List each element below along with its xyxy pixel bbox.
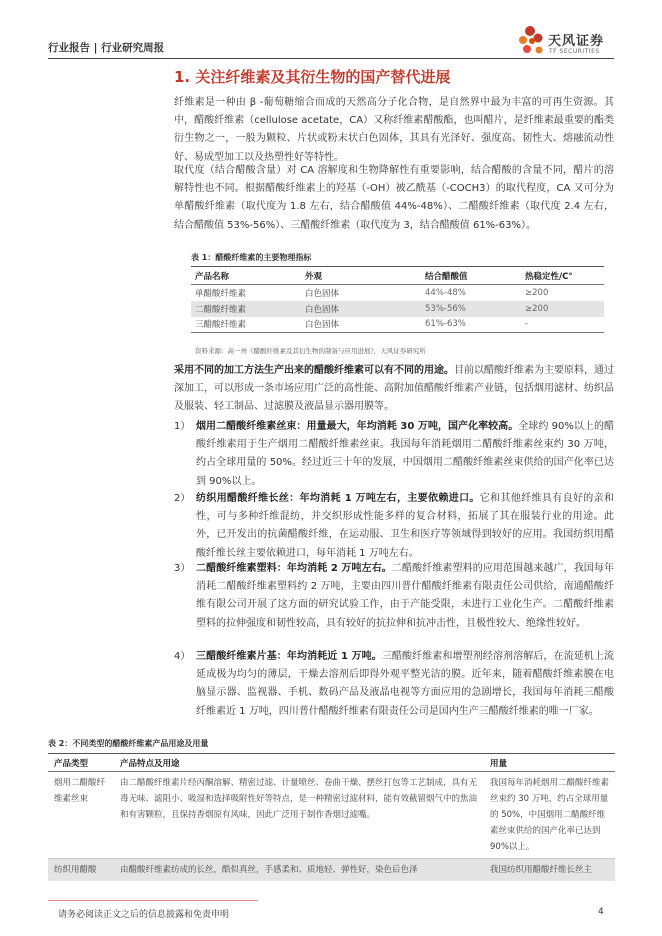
list-item-heading: 烟用二醋酸纤维素丝束：用量最大，年均消耗 30 万吨，国产化率较高。 xyxy=(196,421,519,432)
table-row xyxy=(191,285,604,301)
table-cell: 白色固体 xyxy=(301,317,421,333)
table-cell: 53%-56% xyxy=(421,301,521,317)
column-header: 外观 xyxy=(301,267,421,285)
table2-caption: 表 2：不同类型的醋酸纤维素产品用途及用量 xyxy=(48,739,209,748)
list-number: 2） xyxy=(174,493,191,504)
column-header: 结合醋酸值 xyxy=(421,267,521,285)
footer-divider xyxy=(48,900,258,901)
list-item-heading: 纺织用醋酸纤维长丝：年均消耗 1 万吨左右，主要依赖进口。 xyxy=(196,493,480,504)
intro-bold: 采用不同的加工方法生产出来的醋酸纤维素可以有不同的用途。 xyxy=(174,365,454,376)
list-number: 3） xyxy=(174,563,191,574)
table-cell: 纺织用醋酸 xyxy=(48,859,114,882)
column-header: 热稳定性/C° xyxy=(521,267,604,285)
table-cell: 单醋酸纤维素 xyxy=(195,288,247,299)
table-cell: 44%-48% xyxy=(425,287,466,298)
table-cell: 白色固体 xyxy=(301,301,421,317)
table-cell: 由二醋酸纤维素片经丙酮溶解、精密过滤、计量喷丝、卷曲干燥、摆丝打包等工艺制成，具有无毒无味、滤阻小、吸湿和选择吸附性好等特点，是一种精密过滤材料，能有效截留烟气中的焦油和有害颗粒，且保持香烟原有风味，因此广泛用于制作香烟过滤嘴。 xyxy=(114,772,484,859)
pinwheel-logo-icon xyxy=(518,22,548,62)
table-row xyxy=(48,859,615,882)
list-item-heading: 三醋酸纤维素片基：年均消耗近 1 万吨。 xyxy=(196,651,382,662)
logo-text-en: TF SECURITIES xyxy=(549,48,600,55)
table-cell: 61%-63% xyxy=(421,317,521,333)
paragraph-cellulose-intro: 纤维素是一种由 β -葡萄糖缩合而成的天然高分子化合物，是自然界中最为丰富的可再生资源。其中，醋酸纤维素（cellulose acetate，CA）又称纤维素醋酸酯，也叫醋片，是纤维素最重要的酯类衍生物之一，一般为颗粒、片状或粉末状白色固体，其具有光泽好、强度高、韧性大、熔融流动性好、易成型加工以及热塑性好等特性。 xyxy=(174,97,614,163)
header-divider xyxy=(48,58,614,59)
paragraph-substitution-degree: 取代度（结合醋酸含量）对 CA 溶解度和生物降解性有重要影响，结合醋酸的含量不同，醋片的溶解特性也不同。根据醋酸纤维素上的羟基（-OH）被乙酰基（-COCH3）的取代程度，CA 又可分为单醋酸纤维素（取代度为 1.8 左右，结合醋酸值 44%-48%）、二醋酸纤维素（取代度 2.4 左右，结合醋酸值 53%-56%）、三醋酸纤维素（取代度为 3，结合醋酸值 61%-63%）。 xyxy=(174,165,614,231)
table-cell: 烟用二醋酸纤维素丝束 xyxy=(48,772,114,859)
list-item-text: 二醋酸纤维素塑料的应用范围越来越广，我国每年消耗二醋酸纤维素塑料约 2 万吨，主要由四川普什醋酸纤维素有限责任公司供给，南通醋酸纤维有限公司开展了这方面的研究试验工作，由于产能受限，未进行工业化生产。二醋酸纤维素塑料的拉伸强度和韧性较高，具有较好的抗拉伸和抗冲击性，且极性较大、绝缘性较好。 xyxy=(196,563,615,629)
list-item xyxy=(174,560,614,633)
list-item-heading: 二醋酸纤维素塑料：年均消耗 2 万吨左右。 xyxy=(196,563,392,574)
table-row xyxy=(191,301,604,317)
intro-text: 目前以醋酸纤维素为主要原料，通过深加工，可以形成一条市场应用广泛的高性能、高附加值醋酸纤维素产业链，包括烟用滤材、纺织品及服装、轻工制品、过滤膜及液晶显示器用膜等。 xyxy=(174,365,614,413)
table-cell: 由醋酸纤维素纺成的长丝，酷似真丝，手感柔和、质地轻、弹性好，染色后色泽 xyxy=(114,859,484,882)
table-cell: 三醋酸纤维素 xyxy=(191,317,301,333)
breadcrumb: 行业报告 | 行业研究周报 xyxy=(48,42,165,54)
table-cell: 白色固体 xyxy=(305,288,340,299)
table-header-row xyxy=(48,754,615,772)
table1-caption: 表 1：醋酸纤维素的主要物理指标 xyxy=(191,253,312,262)
paragraph-uses-intro xyxy=(174,362,614,417)
list-number: 1） xyxy=(174,421,191,432)
table-cell: 二醋酸纤维素 xyxy=(191,301,301,317)
table-row xyxy=(48,772,615,859)
page-number: 4 xyxy=(598,907,604,917)
product-uses-table xyxy=(48,753,615,881)
column-header: 用量 xyxy=(484,754,615,772)
list-item xyxy=(174,418,614,491)
list-number: 4） xyxy=(174,651,191,662)
table-cell: 我国每年消耗烟用二醋酸纤维素丝束约 30 万吨，约占全球用量的 50%，中国烟用二醋酸纤维素丝束供给的国产化率已达到 90%以上。 xyxy=(484,772,615,859)
list-item xyxy=(174,490,614,563)
column-header: 产品特点及用途 xyxy=(114,754,484,772)
list-item-text: 三醋酸纤维素和增塑剂经溶剂溶解后，在流延机上流延成极为均匀的薄层，干燥去溶剂后即得外观平整光洁的膜。近年来，随着醋酸纤维素膜在电脑显示器、监视器、手机、数码产品及液晶电视等方面应用的急剧增长，我国每年消耗三醋酸纤维素近 1 万吨，四川普什醋酸纤维素有限责任公司是国内生产三醋酸纤维素的唯一厂家。 xyxy=(196,651,615,717)
physical-properties-table xyxy=(191,266,604,333)
table-cell: ≥200 xyxy=(525,287,549,298)
table-header-row xyxy=(191,267,604,285)
table-cell: 我国纺织用醋酸纤维长丝主 xyxy=(484,859,615,882)
footer-disclaimer: 请务必阅读正文之后的信息披露和免责申明 xyxy=(58,910,230,920)
table-cell: - xyxy=(521,317,604,333)
table-cell: ≥200 xyxy=(521,301,604,317)
section-title: 1. 关注纤维素及其衍生物的国产替代进展 xyxy=(174,68,451,86)
list-item xyxy=(174,648,614,721)
logo-text-cn: 天风证券 xyxy=(548,34,605,49)
column-header: 产品类型 xyxy=(48,754,114,772)
list-item-text: 它和其他纤维具有良好的亲和性，可与多种纤维混纺，并交织形成性能多样的复合材料，拓展了其在服装行业的用途。此外，已开发出的抗菌醋酸纤维，在运动服、卫生和医疗等领域得到较好的应用。我国纺织用醋酸纤维长丝主要依赖进口，每年消耗 1 万吨左右。 xyxy=(196,493,615,559)
table-row xyxy=(191,317,604,333)
column-header: 产品名称 xyxy=(191,267,301,285)
table1-source: 资料来源：高一州《醋酸纤维素及其衍生物的制备与应用进展》，天风证券研究所 xyxy=(195,347,426,355)
list-item-text: 全球约 90%以上的醋酸纤维素用于生产烟用二醋酸纤维素丝束。我国每年消耗烟用二醋酸纤维素丝束约 30 万吨，约占全球用量的 50%。经过近三十年的发展，中国烟用二醋酸纤维素丝束供给的国产化率已达到 90%以上。 xyxy=(196,421,614,487)
